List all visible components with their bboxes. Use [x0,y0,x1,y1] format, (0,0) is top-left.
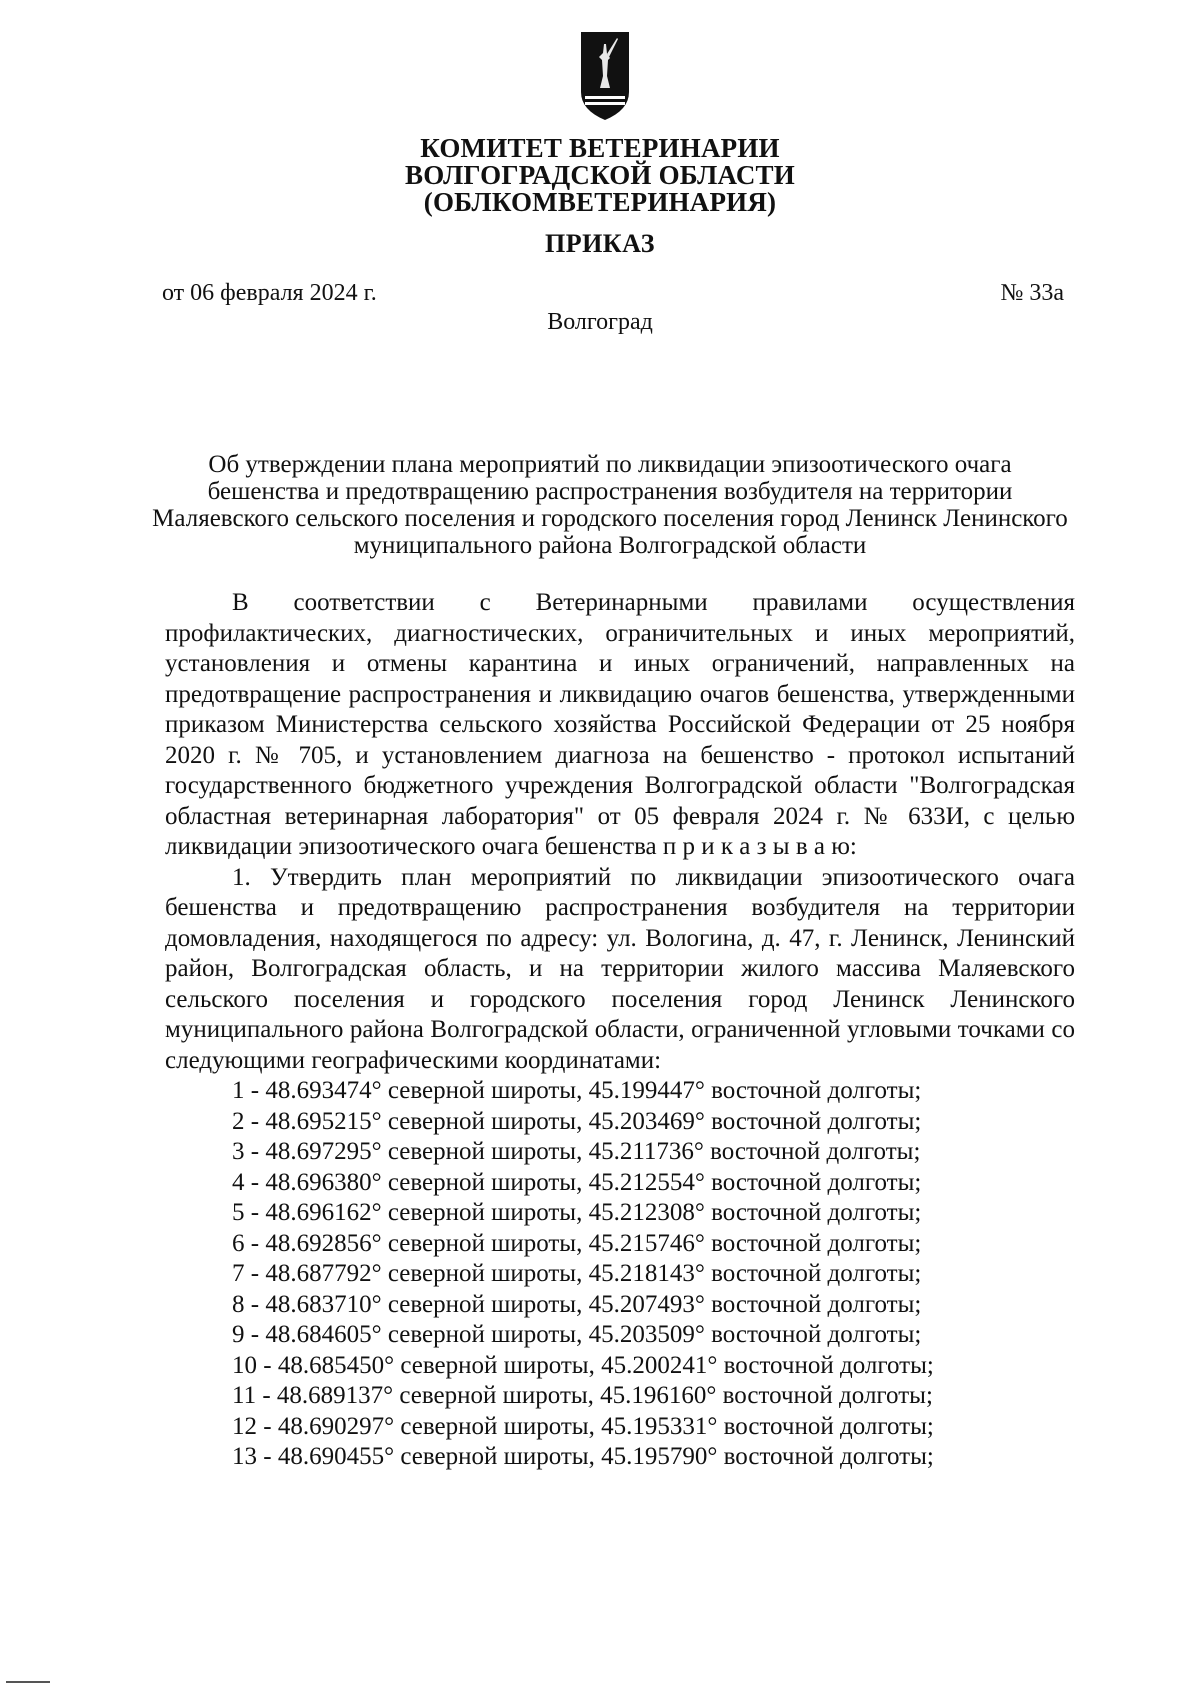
coordinate-item: 4 - 48.696380° северной широты, 45.212554° восточной долготы; [232,1168,922,1196]
coordinate-item: 12 - 48.690297° северной широты, 45.195331° восточной долготы; [232,1412,934,1440]
document-city: Волгоград [547,309,653,335]
document-body [165,588,1075,1473]
coordinate-item: 13 - 48.690455° северной широты, 45.195790° восточной долготы; [232,1443,934,1470]
coordinate-item: 2 - 48.695215° северной широты, 45.203469° восточной долготы; [232,1107,922,1135]
item-1-paragraph: 1. Утвердить план мероприятий по ликвидации эпизоотического очага бешенства и предотвращению распространения возбудителя на территории домовладения, находящегося по адресу: ул. Вологина, д. 47, г. Ленинск, Ленинский район, Волгоградская область, и на территории жилого массива Маляевского сельского поселения и городского поселения город Ленинск Ленинского муниципального района Волгоградской области, ограниченной угловыми точками со следующими географическими координатами: [165,863,1075,1074]
org-name-line2: ВОЛГОГРАДСКОЙ ОБЛАСТИ [405,160,795,190]
org-name-line1: КОМИТЕТ ВЕТЕРИНАРИИ [420,133,780,163]
coordinates-list [165,1076,1075,1473]
coordinate-item: 9 - 48.684605° северной широты, 45.203509° восточной долготы; [232,1321,922,1348]
coordinate-item: 8 - 48.683710° северной широты, 45.207493° восточной долготы; [232,1290,922,1318]
coordinate-item: 10 - 48.685450° северной широты, 45.200241° восточной долготы; [232,1351,934,1379]
preamble-paragraph: В соответствии с Ветеринарными правилами осуществления профилактических, диагностических, ограничительных и иных мероприятий, установления и отмены карантина и иных ограничений, направленных на предотвращение распространения и ликвидацию очагов бешенства, утвержденными приказом Министерства сельского хозяйства Российской Федерации от 25 ноября 2020 г. № 705, и установлением диагноза на бешенство - протокол испытаний государственного бюджетного учреждения Волгоградской области "Волгоградская областная ветеринарная лаборатория" от 05 февраля 2024 г. № 633И, с целью ликвидации эпизоотического очага бешенства п р и к а з ы в а ю: [165,589,1075,860]
coordinate-item: 7 - 48.687792° северной широты, 45.218143° восточной долготы; [232,1260,922,1287]
coordinate-item: 6 - 48.692856° северной широты, 45.215746° восточной долготы; [232,1229,922,1257]
coordinate-item: 11 - 48.689137° северной широты, 45.196160° восточной долготы; [232,1382,933,1409]
document-number: № 33а [1000,280,1064,306]
volgograd-coat-of-arms-icon [577,30,633,124]
document-type: ПРИКАЗ [544,229,656,258]
coordinate-item: 5 - 48.696162° северной широты, 45.212308° восточной долготы; [232,1199,922,1226]
coordinate-item: 1 - 48.693474° северной широты, 45.199447° восточной долготы; [232,1077,922,1104]
document-title: Об утверждении плана мероприятий по ликвидации эпизоотического очага бешенства и предотвращению распространения возбудителя на территории Маляевского сельского поселения и городского поселения город Ленинск Ленинского муниципального района Волгоградской области [152,451,1068,559]
org-name-line3: (ОБЛКОМВЕТЕРИНАРИЯ) [423,187,777,217]
coordinate-item: 3 - 48.697295° северной широты, 45.211736° восточной долготы; [232,1138,921,1165]
margin-mark [6,1681,50,1683]
document-date: от 06 февраля 2024 г. [162,280,377,306]
